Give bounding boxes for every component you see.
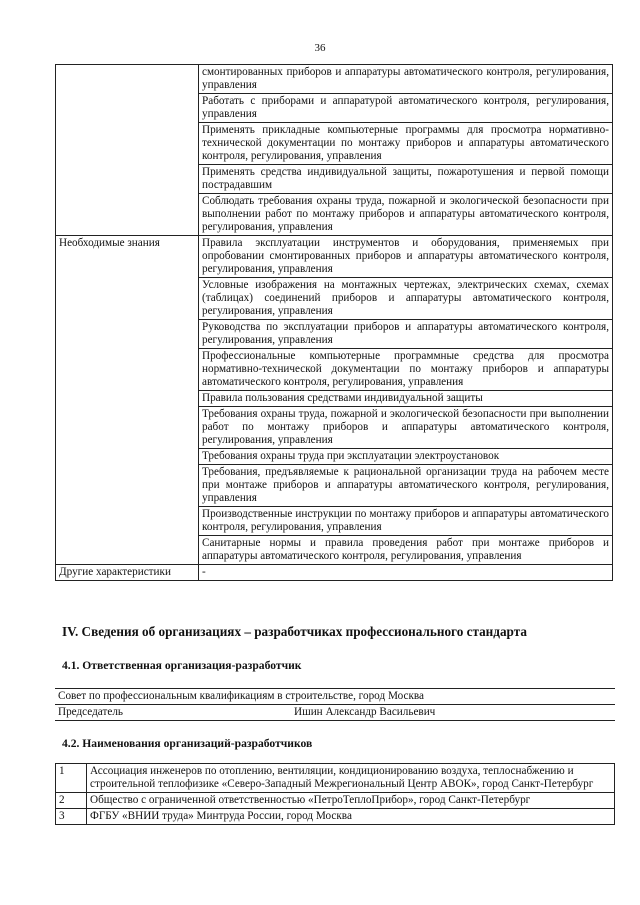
responsible-org-name: Совет по профессиональным квалификациям в строительстве, город Москва (55, 689, 615, 705)
skills-label-cell (56, 65, 199, 236)
table-row (55, 689, 615, 705)
knowledge-cell: Правила пользования средствами индивидуальной защиты (199, 391, 613, 407)
knowledge-cell: Санитарные нормы и правила проведения работ при монтаже приборов и аппаратуры автоматического контроля, регулирования, управления (199, 536, 613, 565)
section-iv-title: IV. Сведения об организациях – разработчиках профессионального стандарта (62, 624, 527, 639)
knowledge-cell: Требования охраны труда при эксплуатации электроустановок (199, 449, 613, 465)
responsible-org-table (55, 688, 615, 721)
developer-name: ФГБУ «ВНИИ труда» Минтруда России, город Москва (87, 809, 615, 825)
subsection-4-2-title: 4.2. Наименования организаций-разработчиков (62, 737, 313, 750)
knowledge-cell: Требования, предъявляемые к рациональной организации труда на рабочем месте при монтаже приборов и аппаратуры автоматического контроля, регулирования, управления (199, 465, 613, 507)
knowledge-cell: Правила эксплуатации инструментов и оборудования, применяемых при опробовании смонтированных приборов и аппаратуры автоматического контроля, регулирования, управления (199, 236, 613, 278)
table-row (56, 565, 613, 581)
skill-cell: Применять средства индивидуальной защиты, пожаротушения и первой помощи пострадавшим (199, 165, 613, 194)
page-number: 36 (314, 42, 326, 54)
skill-cell: Применять прикладные компьютерные программы для просмотра нормативно-технической документации по монтажу приборов и аппаратуры автоматического контроля, регулирования, управления (199, 123, 613, 165)
other-characteristics-value: - (199, 565, 613, 581)
developer-name: Ассоциация инженеров по отоплению, вентиляции, кондиционированию воздуха, теплоснабжению и строительной теплофизике «Северо-Западный Межрегиональный Центр АВОК», город Санкт-Петербург (87, 764, 615, 793)
other-characteristics-label: Другие характеристики (56, 565, 199, 581)
table-row (56, 236, 613, 278)
developer-number: 1 (56, 764, 87, 793)
knowledge-cell: Требования охраны труда, пожарной и экологической безопасности при выполнении работ по монтажу приборов и аппаратуры автоматического контроля, регулирования, управления (199, 407, 613, 449)
chair-name: Ишин Александр Васильевич (291, 705, 615, 721)
table-row (55, 705, 615, 721)
table-row (56, 793, 615, 809)
chair-label: Председатель (55, 705, 291, 721)
skills-knowledge-table (55, 64, 613, 581)
table-row (56, 764, 615, 793)
subsection-4-1-title: 4.1. Ответственная организация-разработчик (62, 659, 302, 672)
developer-number: 3 (56, 809, 87, 825)
skill-cell: смонтированных приборов и аппаратуры автоматического контроля, регулирования, управления (199, 65, 613, 94)
developer-name: Общество с ограниченной ответственностью «ПетроТеплоПрибор», город Санкт-Петербург (87, 793, 615, 809)
table-row (56, 65, 613, 94)
skill-cell: Соблюдать требования охраны труда, пожарной и экологической безопасности при выполнении работ по монтажу приборов и аппаратуры автоматического контроля, регулирования, управления (199, 194, 613, 236)
skill-cell: Работать с приборами и аппаратурой автоматического контроля, регулирования, управления (199, 94, 613, 123)
knowledge-cell: Руководства по эксплуатации приборов и аппаратуры автоматического контроля, регулирования, управления (199, 320, 613, 349)
knowledge-cell: Профессиональные компьютерные программные средства для просмотра нормативно-технической документации по монтажу приборов и аппаратуры автоматического контроля, регулирования, управления (199, 349, 613, 391)
developers-table (55, 763, 615, 825)
knowledge-cell: Условные изображения на монтажных чертежах, электрических схемах, схемах (таблицах) соединений приборов и аппаратуры автоматического контроля, регулирования, управления (199, 278, 613, 320)
developer-number: 2 (56, 793, 87, 809)
knowledge-label: Необходимые знания (56, 236, 199, 565)
knowledge-cell: Производственные инструкции по монтажу приборов и аппаратуры автоматического контроля, регулирования, управления (199, 507, 613, 536)
table-row (56, 809, 615, 825)
